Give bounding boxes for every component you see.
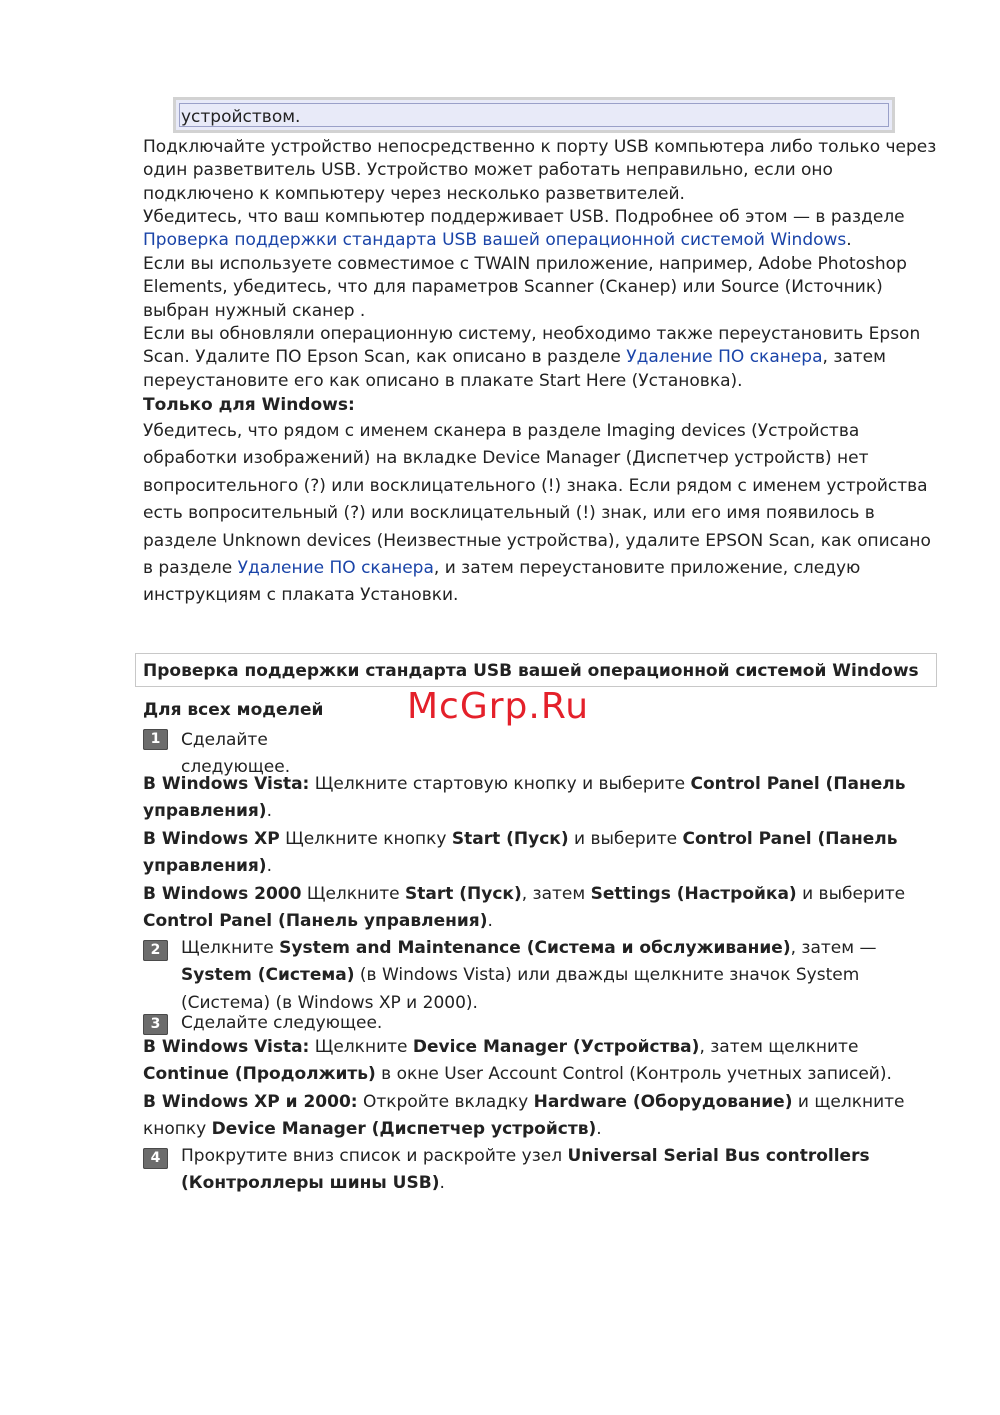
step-1-text: Сделайте следующее. bbox=[181, 730, 291, 777]
watermark: McGrp.Ru bbox=[407, 686, 590, 727]
link-uninstall-scanner[interactable]: Удаление ПО сканера bbox=[626, 347, 823, 368]
link-usb-check[interactable]: Проверка поддержки стандарта USB вашей операционной системой Windows bbox=[143, 230, 847, 251]
step-4-badge: 4 bbox=[143, 1148, 168, 1169]
step-2-badge: 2 bbox=[143, 940, 168, 961]
windows-only-heading: Только для Windows: bbox=[143, 395, 355, 415]
link-uninstall-scanner-2[interactable]: Удаление ПО сканера bbox=[237, 558, 434, 579]
step-3-badge: 3 bbox=[143, 1014, 168, 1035]
windows-only-paragraph: Убедитесь, что рядом с именем сканера в разделе Imaging devices (Устройства обработки изображений) на вкладке Device Manager (Диспетчер устройств) нет вопросительного (?) или восклицательного (!) знака. Если рядом с именем устройства есть вопросительный (?) или восклицательный (!) знак, или его имя появилось в разделе Unknown devices (Неизвестные устройства), удалите EPSON Scan, как описано в разделе Удаление ПО сканера, и затем переустановите приложение, следую инструкциям с плаката Установки. bbox=[143, 421, 931, 606]
paragraph-usb-hub: Подключайте устройство непосредственно к порту USB компьютера либо только через один разветвитель USB. Устройство может работать неправильно, если оно подключено к компьютеру через несколько разветвителей. bbox=[143, 137, 937, 204]
step-3-details: В Windows Vista: Щелкните Device Manager (Устройства), затем щелкните Continue (Продолжить) в окне User Account Control (Контроль учетных записей). В Windows XP и 2000: Откройте вкладку Hardware (Оборудование) и щелкните кнопку Device Manager (Диспетчер устройств). bbox=[143, 1037, 905, 1140]
paragraph-twain: Если вы используете совместимое с TWAIN приложение, например, Adobe Photoshop Elements, убедитесь, что для параметров Scanner (Сканер) или Source (Источник) выбран нужный сканер . bbox=[143, 254, 907, 321]
paragraph-usb-support: Убедитесь, что ваш компьютер поддерживает USB. Подробнее об этом — в разделе Проверка поддержки стандарта USB вашей операционной системой Windows. bbox=[143, 207, 905, 251]
paragraph-os-update: Если вы обновляли операционную систему, необходимо также переустановить Epson Scan. Удалите ПО Epson Scan, как описано в разделе Удаление ПО сканера, затем переустановите его как описано в плакате Start Here (Установка). bbox=[143, 324, 921, 391]
step-1-details: В Windows Vista: Щелкните стартовую кнопку и выберите Control Panel (Панель управления). В Windows XP Щелкните кнопку Start (Пуск) и выберите Control Panel (Панель управления). В Windows 2000 Щелкните Start (Пуск), затем Settings (Настройка) и выберите Control Panel (Панель управления). bbox=[143, 774, 906, 932]
step-1-badge: 1 bbox=[143, 729, 168, 750]
step-2-text: Щелкните System and Maintenance (Система и обслуживание), затем — System (Система) (в Windows Vista) или дважды щелкните значок System (Система) (в Windows XP и 2000). bbox=[181, 938, 877, 1013]
section-title: Проверка поддержки стандарта USB вашей операционной системой Windows bbox=[143, 661, 919, 681]
step-3-text: Сделайте следующее. bbox=[181, 1013, 383, 1033]
step-4-text: Прокрутите вниз список и раскройте узел Universal Serial Bus controllers (Контроллеры шины USB). bbox=[181, 1146, 870, 1194]
section-subtitle: Для всех моделей bbox=[143, 700, 324, 720]
note-box-text: устройством. bbox=[181, 107, 301, 127]
